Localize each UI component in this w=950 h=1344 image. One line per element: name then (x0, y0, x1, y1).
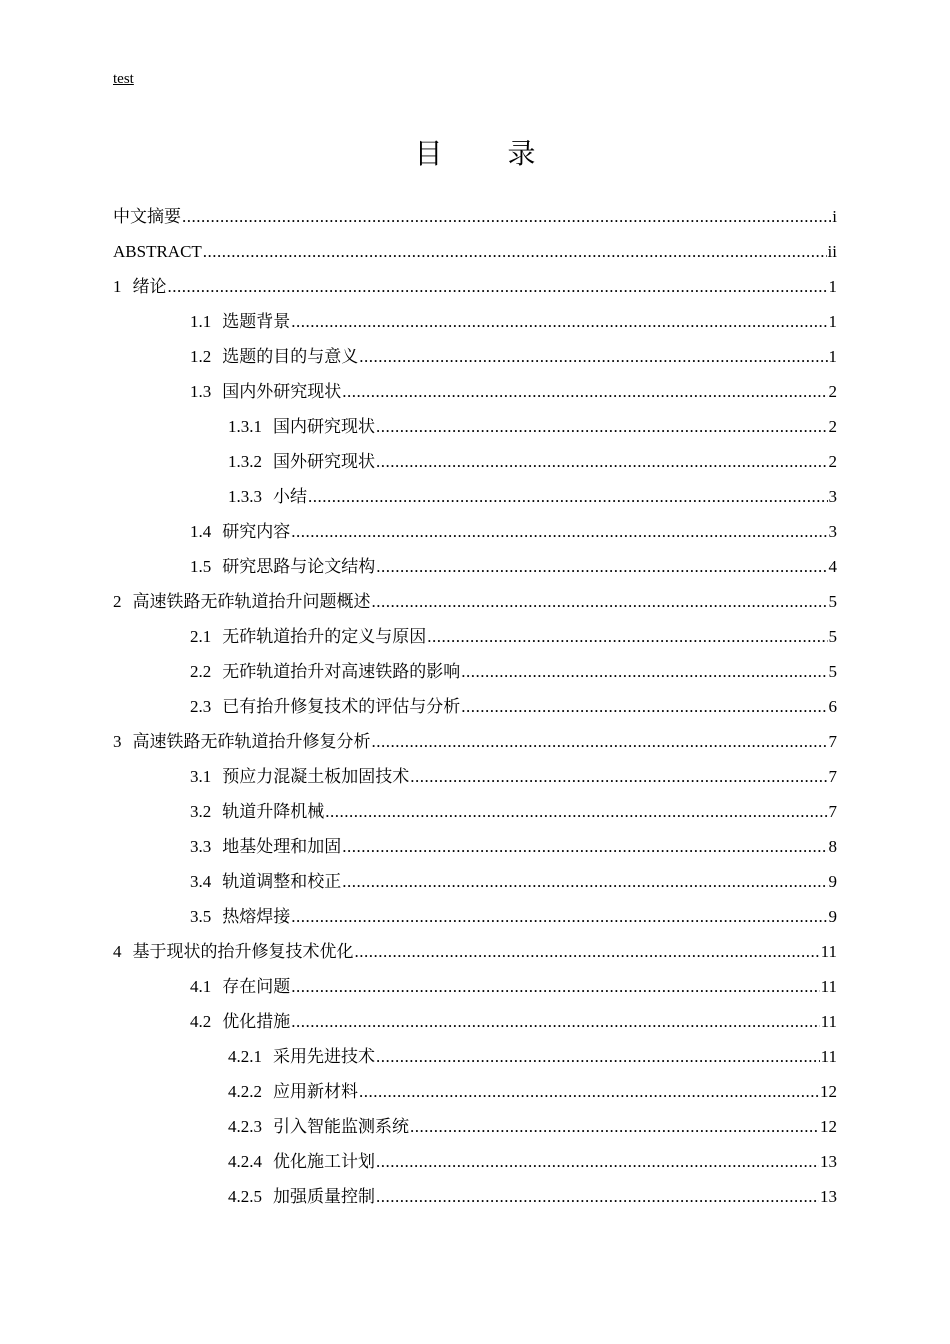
toc-entry-page: 12 (820, 1082, 837, 1101)
toc-entry-title: 加强质量控制 (273, 1187, 375, 1206)
toc-entry-page: 3 (828, 522, 837, 541)
toc-entry-page: 13 (820, 1187, 837, 1206)
toc-leader-dots (291, 305, 827, 339)
toc-entry[interactable] (113, 200, 837, 235)
toc-entry-title: 研究内容 (222, 522, 291, 541)
toc-entry-number: 3.3 (190, 837, 212, 856)
toc-leader-dots (376, 550, 827, 584)
toc-entry-number: 2.3 (190, 697, 212, 716)
toc-entry-title: ABSTRACT (113, 242, 202, 261)
toc-entry-number: 1.4 (190, 522, 212, 541)
toc-entry-number: 2.1 (190, 627, 212, 646)
toc-entry[interactable] (113, 305, 837, 340)
toc-leader-dots (372, 725, 828, 759)
toc-entry-number: 4.2.5 (228, 1187, 262, 1206)
toc-entry-number: 4.1 (190, 977, 212, 996)
toc-entry-number: 2.2 (190, 662, 212, 681)
toc-entry[interactable] (113, 375, 837, 410)
toc-entry[interactable] (113, 235, 837, 270)
toc-entry[interactable] (113, 1005, 837, 1040)
toc-entry-number: 4 (113, 942, 122, 961)
toc-entry[interactable] (113, 1180, 837, 1215)
toc-entry-title: 国内外研究现状 (222, 382, 342, 401)
toc-entry[interactable] (113, 830, 837, 865)
toc-entry-page: ii (827, 242, 837, 261)
toc-entry-page: 6 (828, 697, 837, 716)
toc-entry-page: 5 (828, 627, 837, 646)
toc-entry-title: 轨道调整和校正 (222, 872, 342, 891)
toc-entry[interactable] (113, 410, 837, 445)
toc-leader-dots (410, 1110, 819, 1144)
toc-entry-page: 1 (828, 277, 837, 296)
toc-entry[interactable] (113, 270, 837, 305)
toc-entry-number: 2 (113, 592, 122, 611)
toc-entry-title: 应用新材料 (273, 1082, 358, 1101)
toc-entry-title: 引入智能监测系统 (273, 1117, 409, 1136)
toc-leader-dots (342, 830, 827, 864)
toc-leader-dots (342, 375, 827, 409)
toc-entry-page: 11 (820, 977, 837, 996)
toc-leader-dots (372, 585, 828, 619)
toc-entry-number: 4.2.2 (228, 1082, 262, 1101)
toc-entry-title: 中文摘要 (113, 207, 181, 226)
toc-entry[interactable] (113, 1145, 837, 1180)
toc-entry-page: i (832, 207, 837, 226)
toc-entry[interactable] (113, 445, 837, 480)
toc-entry-number: 1.3 (190, 382, 212, 401)
toc-leader-dots (168, 270, 828, 304)
toc-entry-title: 热熔焊接 (222, 907, 291, 926)
toc-entry-title: 存在问题 (222, 977, 291, 996)
toc-entry-number: 1.3.3 (228, 487, 262, 506)
toc-entry-number: 3.5 (190, 907, 212, 926)
toc-entry-page: 3 (828, 487, 837, 506)
toc-leader-dots (359, 340, 827, 374)
toc-entry-page: 11 (820, 1012, 837, 1031)
toc-entry-page: 13 (820, 1152, 837, 1171)
toc-leader-dots (410, 760, 827, 794)
toc-entry[interactable] (113, 935, 837, 970)
toc-leader-dots (342, 865, 827, 899)
toc-entry-title: 已有抬升修复技术的评估与分析 (222, 697, 461, 716)
header-link[interactable]: test (113, 71, 134, 87)
toc-entry-page: 12 (820, 1117, 837, 1136)
toc-entry-page: 2 (828, 417, 837, 436)
toc-entry-number: 3.2 (190, 802, 212, 821)
toc-list (113, 200, 837, 1215)
toc-entry[interactable] (113, 760, 837, 795)
toc-entry[interactable] (113, 1075, 837, 1110)
toc-entry-title: 绪论 (132, 277, 167, 296)
toc-leader-dots (427, 620, 827, 654)
toc-entry-title: 研究思路与论文结构 (222, 557, 376, 576)
toc-entry-page: 5 (828, 592, 837, 611)
toc-title: 目 录 (414, 137, 564, 170)
toc-entry[interactable] (113, 690, 837, 725)
toc-entry-title: 地基处理和加固 (222, 837, 342, 856)
toc-leader-dots (461, 655, 827, 689)
toc-entry-number: 1 (113, 277, 122, 296)
toc-entry[interactable] (113, 725, 837, 760)
toc-leader-dots (325, 795, 827, 829)
toc-entry[interactable] (113, 480, 837, 515)
toc-entry-title: 基于现状的抬升修复技术优化 (132, 942, 354, 961)
toc-leader-dots (308, 480, 828, 514)
toc-leader-dots (203, 235, 827, 269)
toc-entry[interactable] (113, 620, 837, 655)
toc-leader-dots (376, 1145, 819, 1179)
toc-leader-dots (376, 1040, 820, 1074)
toc-entry-page: 7 (828, 802, 837, 821)
toc-entry-page: 7 (828, 767, 837, 786)
toc-entry-number: 4.2.3 (228, 1117, 262, 1136)
toc-entry-title: 预应力混凝土板加固技术 (222, 767, 410, 786)
toc-entry-number: 1.2 (190, 347, 212, 366)
toc-leader-dots (182, 200, 831, 234)
toc-entry-number: 4.2.1 (228, 1047, 262, 1066)
toc-entry-title: 无砟轨道抬升对高速铁路的影响 (222, 662, 461, 681)
toc-leader-dots (355, 935, 820, 969)
toc-entry-number: 3.4 (190, 872, 212, 891)
toc-entry-title: 选题的目的与意义 (222, 347, 359, 366)
toc-entry-number: 3.1 (190, 767, 212, 786)
toc-leader-dots (376, 1180, 819, 1214)
toc-leader-dots (291, 900, 827, 934)
toc-entry-title: 国外研究现状 (273, 452, 375, 471)
toc-entry-title: 无砟轨道抬升的定义与原因 (222, 627, 427, 646)
toc-entry[interactable] (113, 585, 837, 620)
toc-entry-page: 1 (828, 347, 837, 366)
toc-entry[interactable] (113, 550, 837, 585)
toc-entry[interactable] (113, 340, 837, 375)
toc-entry-page: 7 (828, 732, 837, 751)
toc-entry-page: 2 (828, 452, 837, 471)
toc-entry-number: 3 (113, 732, 122, 751)
toc-entry[interactable] (113, 970, 837, 1005)
toc-entry-title: 轨道升降机械 (222, 802, 325, 821)
toc-entry-number: 1.1 (190, 312, 212, 331)
toc-leader-dots (291, 1005, 819, 1039)
toc-entry-title: 国内研究现状 (273, 417, 375, 436)
toc-entry-title: 采用先进技术 (273, 1047, 375, 1066)
toc-entry[interactable] (113, 515, 837, 550)
toc-entry-page: 11 (820, 942, 837, 961)
toc-entry-page: 9 (828, 872, 837, 891)
toc-entry-number: 4.2 (190, 1012, 212, 1031)
toc-entry-page: 1 (828, 312, 837, 331)
toc-entry-title: 选题背景 (222, 312, 291, 331)
toc-entry[interactable] (113, 1040, 837, 1075)
toc-entry[interactable] (113, 655, 837, 690)
toc-leader-dots (359, 1075, 819, 1109)
toc-entry-number: 1.3.2 (228, 452, 262, 471)
toc-entry-title: 优化施工计划 (273, 1152, 375, 1171)
toc-entry[interactable] (113, 795, 837, 830)
toc-entry[interactable] (113, 865, 837, 900)
toc-entry-page: 5 (828, 662, 837, 681)
toc-entry-page: 9 (828, 907, 837, 926)
toc-entry[interactable] (113, 1110, 837, 1145)
toc-leader-dots (376, 410, 828, 444)
toc-leader-dots (291, 515, 827, 549)
toc-leader-dots (291, 970, 819, 1004)
toc-entry-page: 4 (828, 557, 837, 576)
toc-entry-title: 高速铁路无砟轨道抬升问题概述 (132, 592, 371, 611)
toc-entry-page: 2 (828, 382, 837, 401)
toc-entry-page: 8 (828, 837, 837, 856)
toc-entry-number: 1.5 (190, 557, 212, 576)
toc-entry-number: 1.3.1 (228, 417, 262, 436)
toc-entry-title: 高速铁路无砟轨道抬升修复分析 (132, 732, 371, 751)
toc-entry-page: 11 (820, 1047, 837, 1066)
toc-entry[interactable] (113, 900, 837, 935)
toc-entry-number: 4.2.4 (228, 1152, 262, 1171)
toc-entry-title: 优化措施 (222, 1012, 291, 1031)
toc-leader-dots (461, 690, 827, 724)
toc-entry-title: 小结 (273, 487, 307, 506)
toc-leader-dots (376, 445, 828, 479)
